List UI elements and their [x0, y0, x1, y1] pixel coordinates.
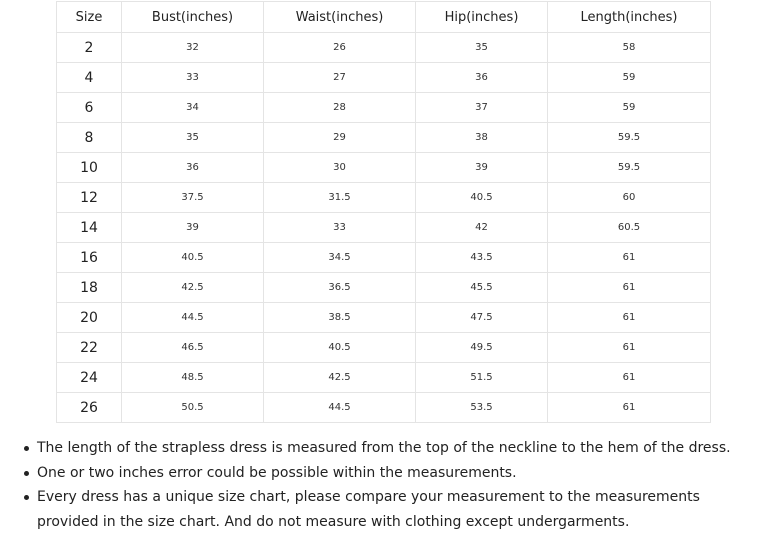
cell-hip: 35 [416, 33, 548, 63]
cell-length: 61 [548, 363, 711, 393]
cell-hip: 38 [416, 123, 548, 153]
cell-size: 4 [57, 63, 122, 93]
cell-size: 20 [57, 303, 122, 333]
cell-bust: 34 [122, 93, 264, 123]
cell-hip: 45.5 [416, 273, 548, 303]
cell-waist: 42.5 [264, 363, 416, 393]
cell-length: 59.5 [548, 153, 711, 183]
cell-size: 8 [57, 123, 122, 153]
cell-size: 14 [57, 213, 122, 243]
cell-waist: 36.5 [264, 273, 416, 303]
cell-size: 22 [57, 333, 122, 363]
cell-length: 59.5 [548, 123, 711, 153]
cell-size: 12 [57, 183, 122, 213]
cell-size: 2 [57, 33, 122, 63]
cell-waist: 30 [264, 153, 416, 183]
cell-size: 26 [57, 393, 122, 423]
cell-waist: 38.5 [264, 303, 416, 333]
column-header-length: Length(inches) [548, 2, 711, 33]
cell-waist: 27 [264, 63, 416, 93]
cell-waist: 34.5 [264, 243, 416, 273]
cell-hip: 51.5 [416, 363, 548, 393]
cell-length: 61 [548, 393, 711, 423]
cell-hip: 37 [416, 93, 548, 123]
cell-waist: 29 [264, 123, 416, 153]
cell-bust: 50.5 [122, 393, 264, 423]
column-header-hip: Hip(inches) [416, 2, 548, 33]
column-header-bust: Bust(inches) [122, 2, 264, 33]
cell-waist: 28 [264, 93, 416, 123]
cell-hip: 36 [416, 63, 548, 93]
cell-size: 10 [57, 153, 122, 183]
cell-waist: 40.5 [264, 333, 416, 363]
cell-size: 24 [57, 363, 122, 393]
cell-bust: 36 [122, 153, 264, 183]
note-item: One or two inches error could be possible within the measurements. [24, 461, 764, 486]
cell-hip: 43.5 [416, 243, 548, 273]
cell-waist: 31.5 [264, 183, 416, 213]
measurement-notes [24, 436, 764, 534]
cell-length: 59 [548, 63, 711, 93]
table-row [57, 33, 711, 63]
cell-bust: 40.5 [122, 243, 264, 273]
table-row [57, 273, 711, 303]
cell-length: 61 [548, 303, 711, 333]
note-item: Every dress has a unique size chart, please compare your measurement to the measurements provided in the size chart. And do not measure with clothing except undergarments. [24, 485, 764, 534]
size-chart-table [56, 1, 711, 423]
table-header-row [57, 2, 711, 33]
cell-size: 18 [57, 273, 122, 303]
cell-length: 59 [548, 93, 711, 123]
cell-length: 60 [548, 183, 711, 213]
cell-length: 61 [548, 333, 711, 363]
table-row [57, 243, 711, 273]
table-body [57, 33, 711, 423]
cell-bust: 44.5 [122, 303, 264, 333]
cell-hip: 47.5 [416, 303, 548, 333]
cell-size: 16 [57, 243, 122, 273]
table-row [57, 213, 711, 243]
table-row [57, 123, 711, 153]
cell-bust: 37.5 [122, 183, 264, 213]
cell-bust: 33 [122, 63, 264, 93]
table-row [57, 93, 711, 123]
cell-bust: 32 [122, 33, 264, 63]
table-row [57, 303, 711, 333]
note-item: The length of the strapless dress is measured from the top of the neckline to the hem of the dress. [24, 436, 764, 461]
cell-bust: 39 [122, 213, 264, 243]
cell-bust: 42.5 [122, 273, 264, 303]
cell-bust: 46.5 [122, 333, 264, 363]
table-row [57, 153, 711, 183]
table-row [57, 393, 711, 423]
table-row [57, 333, 711, 363]
cell-hip: 40.5 [416, 183, 548, 213]
cell-waist: 44.5 [264, 393, 416, 423]
cell-waist: 26 [264, 33, 416, 63]
column-header-size: Size [57, 2, 122, 33]
cell-length: 61 [548, 273, 711, 303]
cell-hip: 42 [416, 213, 548, 243]
column-header-waist: Waist(inches) [264, 2, 416, 33]
cell-length: 58 [548, 33, 711, 63]
cell-hip: 53.5 [416, 393, 548, 423]
cell-hip: 39 [416, 153, 548, 183]
cell-length: 61 [548, 243, 711, 273]
cell-size: 6 [57, 93, 122, 123]
cell-length: 60.5 [548, 213, 711, 243]
table-row [57, 63, 711, 93]
cell-bust: 48.5 [122, 363, 264, 393]
cell-waist: 33 [264, 213, 416, 243]
cell-bust: 35 [122, 123, 264, 153]
table-row [57, 363, 711, 393]
cell-hip: 49.5 [416, 333, 548, 363]
table-row [57, 183, 711, 213]
